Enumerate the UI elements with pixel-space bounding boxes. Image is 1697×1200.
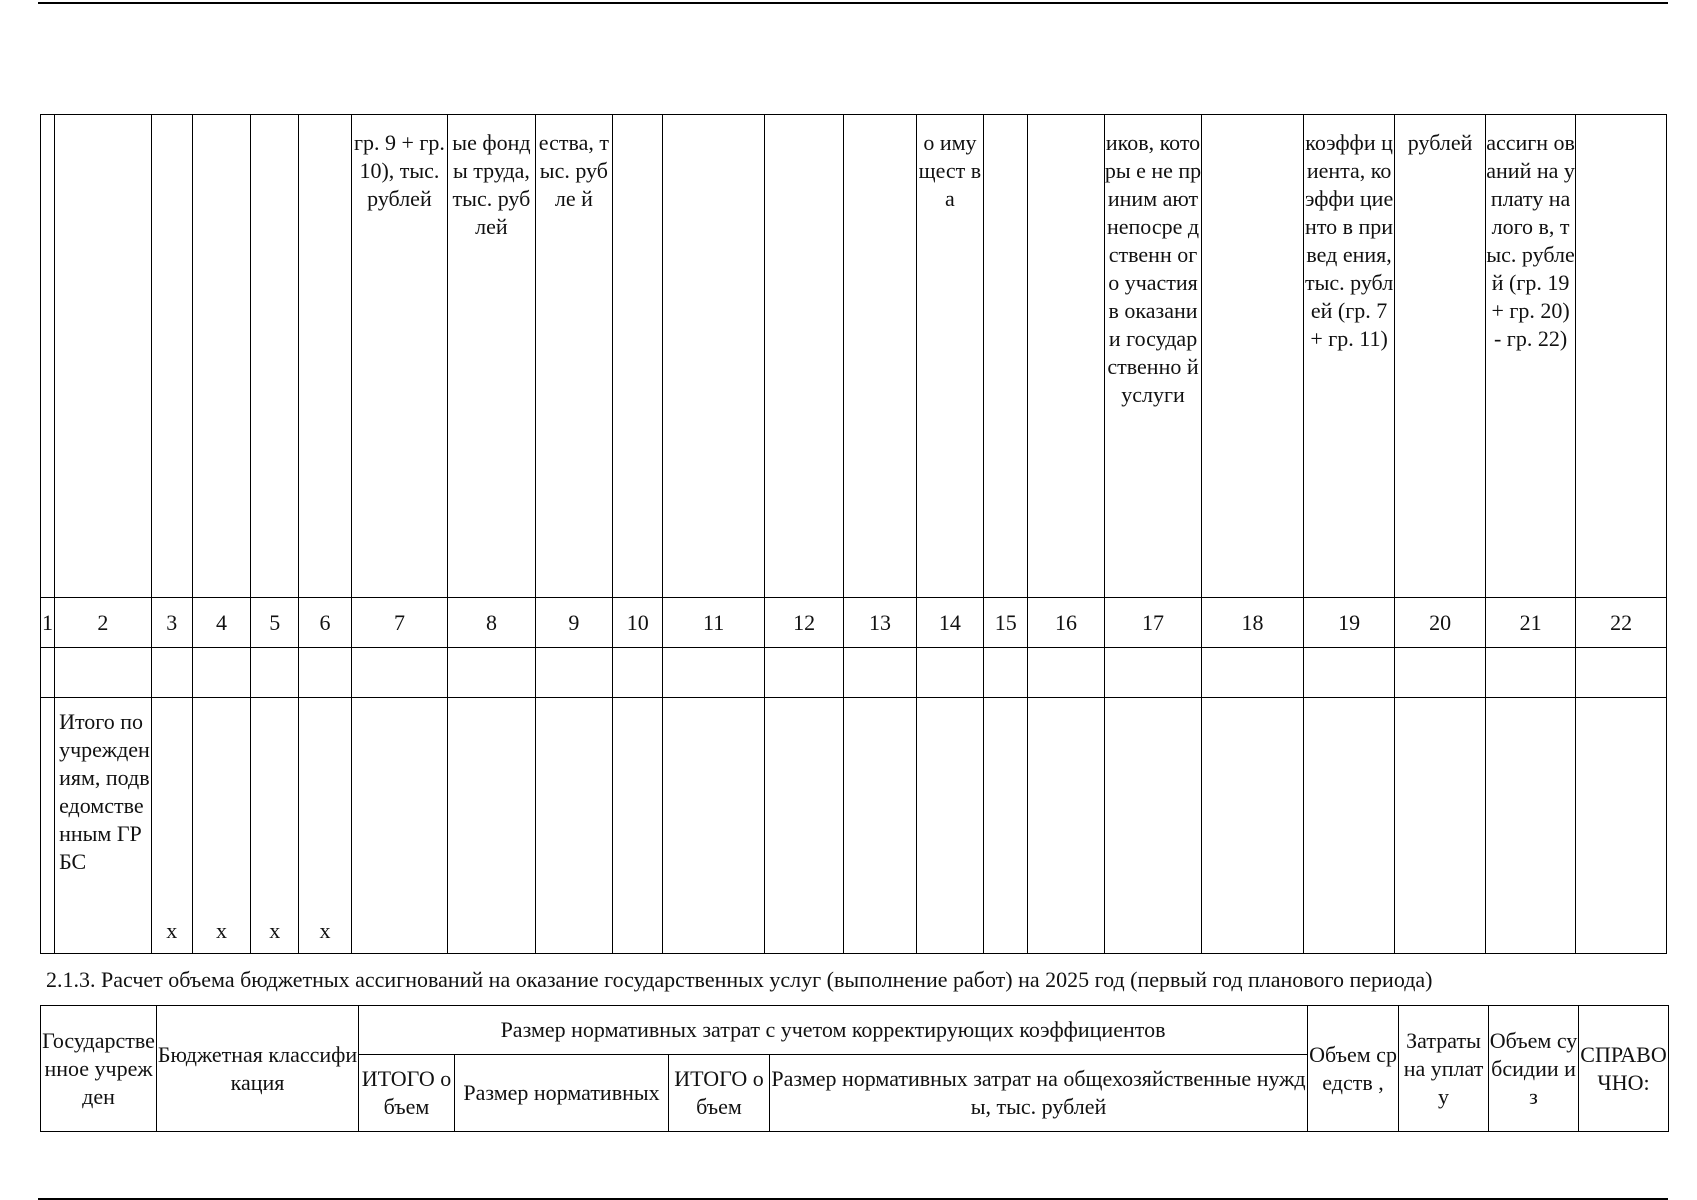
total-cell-x: х <box>151 698 192 954</box>
column-number: 18 <box>1202 598 1304 648</box>
header-budget-classification: Бюджетная классификация <box>157 1006 359 1132</box>
data-cell <box>1202 648 1304 698</box>
data-cell <box>535 648 612 698</box>
header-general-needs-costs: Размер нормативных затрат на общехозяйственные нужды, тыс. рублей <box>770 1055 1308 1132</box>
data-cell <box>251 648 299 698</box>
header-cell <box>299 115 351 598</box>
column-number: 20 <box>1395 598 1486 648</box>
total-cell-x: х <box>192 698 250 954</box>
column-number: 10 <box>613 598 663 648</box>
column-number: 12 <box>764 598 843 648</box>
data-cell <box>1485 648 1576 698</box>
header-cell: ассигн ований на уплату налого в, тыс. рублей (гр. 19 + гр. 20) - гр. 22) <box>1485 115 1576 598</box>
column-number: 19 <box>1303 598 1395 648</box>
total-cell-x: х <box>299 698 351 954</box>
header-cell <box>613 115 663 598</box>
column-number: 5 <box>251 598 299 648</box>
column-number: 6 <box>299 598 351 648</box>
column-number-row <box>41 598 1667 648</box>
header-cell: гр. 9 + гр. 10), тыс. рублей <box>351 115 448 598</box>
data-cell <box>1303 648 1395 698</box>
column-number: 13 <box>844 598 916 648</box>
header-cell <box>41 115 55 598</box>
data-cell <box>1028 698 1104 954</box>
data-cell <box>535 698 612 954</box>
calculation-table <box>40 114 1667 954</box>
column-number: 17 <box>1104 598 1202 648</box>
data-cell <box>192 648 250 698</box>
header-cell <box>251 115 299 598</box>
data-cell <box>916 648 983 698</box>
column-number: 7 <box>351 598 448 648</box>
header-cell <box>764 115 843 598</box>
data-cell <box>41 648 55 698</box>
data-cell <box>764 648 843 698</box>
data-cell <box>448 648 535 698</box>
data-cell <box>448 698 535 954</box>
column-number: 2 <box>55 598 152 648</box>
data-cell <box>916 698 983 954</box>
column-number: 8 <box>448 598 535 648</box>
header-cell <box>192 115 250 598</box>
header-cell <box>844 115 916 598</box>
data-cell <box>1202 698 1304 954</box>
data-cell <box>1576 648 1667 698</box>
data-cell <box>663 698 765 954</box>
header-row <box>41 115 1667 598</box>
header-cell: ества, тыс. рубле й <box>535 115 612 598</box>
header-row <box>41 1006 1669 1055</box>
column-number: 4 <box>192 598 250 648</box>
top-rule <box>38 2 1668 4</box>
header-cell <box>55 115 152 598</box>
column-number: 3 <box>151 598 192 648</box>
header-total-volume: ИТОГО объем <box>359 1055 455 1132</box>
column-number: 1 <box>41 598 55 648</box>
header-normative-costs-group: Размер нормативных затрат с учетом корректирующих коэффициентов <box>359 1006 1308 1055</box>
data-cell <box>351 648 448 698</box>
header-cell <box>1202 115 1304 598</box>
header-cell: рублей <box>1395 115 1486 598</box>
data-cell <box>1028 648 1104 698</box>
header-normative-size: Размер нормативных <box>455 1055 669 1132</box>
data-cell <box>1303 698 1395 954</box>
data-cell <box>41 698 55 954</box>
header-cell <box>1576 115 1667 598</box>
header-cell: коэффи циента, коэффи циенто в привед ения, тыс. рублей (гр. 7 + гр. 11) <box>1303 115 1395 598</box>
total-row-label: Итого по учреждениям, подведомственным ГРБС <box>55 698 152 954</box>
column-number: 11 <box>663 598 765 648</box>
header-cell <box>663 115 765 598</box>
header-cell: иков, которы е не приним ают непосре дственн ого участия в оказани и государ ственно й услуги <box>1104 115 1202 598</box>
column-number: 16 <box>1028 598 1104 648</box>
empty-data-row <box>41 648 1667 698</box>
data-cell <box>663 648 765 698</box>
data-cell <box>984 698 1028 954</box>
data-cell <box>151 648 192 698</box>
data-cell <box>299 648 351 698</box>
header-tax-costs: Затраты на уплату <box>1399 1006 1489 1132</box>
header-subsidy-volume: Объем субсидии из <box>1489 1006 1579 1132</box>
section-caption: 2.1.3. Расчет объема бюджетных ассигнований на оказание государственных услуг (выполнение работ) на 2025 год (первый год планового периода) <box>46 967 1433 992</box>
data-cell <box>844 698 916 954</box>
header-cell <box>151 115 192 598</box>
data-cell <box>1395 648 1486 698</box>
budget-allocation-table <box>40 1005 1669 1132</box>
column-number: 14 <box>916 598 983 648</box>
column-number: 15 <box>984 598 1028 648</box>
total-row <box>41 698 1667 954</box>
header-funds-volume: Объем средств , <box>1308 1006 1399 1132</box>
data-cell <box>1485 698 1576 954</box>
column-number: 9 <box>535 598 612 648</box>
header-reference: СПРАВОЧНО: <box>1579 1006 1669 1132</box>
header-cell: о имущест ва <box>916 115 983 598</box>
data-cell <box>613 698 663 954</box>
column-number: 21 <box>1485 598 1576 648</box>
total-cell-x: х <box>251 698 299 954</box>
data-cell <box>764 698 843 954</box>
column-number: 22 <box>1576 598 1667 648</box>
data-cell <box>844 648 916 698</box>
data-cell <box>55 648 152 698</box>
data-cell <box>1576 698 1667 954</box>
header-cell <box>984 115 1028 598</box>
header-cell <box>1028 115 1104 598</box>
header-institution: Государственное учрежден <box>41 1006 157 1132</box>
data-cell <box>1395 698 1486 954</box>
data-cell <box>1104 648 1202 698</box>
data-cell <box>1104 698 1202 954</box>
header-total-volume: ИТОГО объем <box>669 1055 770 1132</box>
data-cell <box>613 648 663 698</box>
data-cell <box>984 648 1028 698</box>
data-cell <box>351 698 448 954</box>
header-cell: ые фонды труда, тыс. рублей <box>448 115 535 598</box>
